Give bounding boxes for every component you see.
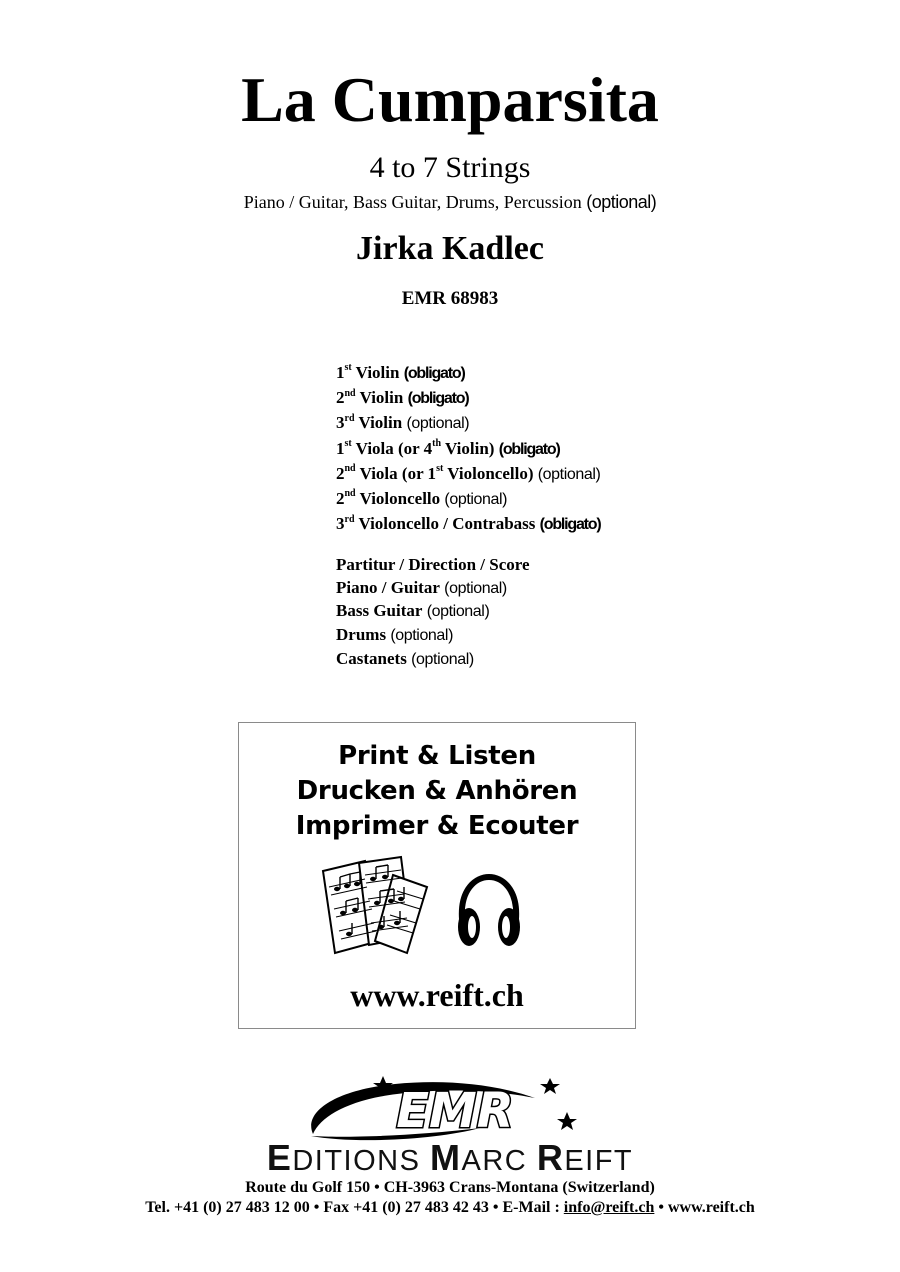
ordinal-suffix: th — [432, 437, 442, 449]
publisher-name — [0, 1137, 900, 1178]
parts-list — [336, 361, 896, 537]
publisher-initial-r: R — [536, 1137, 565, 1178]
print-listen-box — [238, 722, 636, 1029]
composer-name: Jirka Kadlec — [356, 230, 544, 267]
instrumentation-note: (optional) — [586, 192, 657, 212]
part-name: 1st Viola (or 4th Violin) — [336, 437, 495, 458]
instrumentation — [0, 190, 900, 214]
part-name: 2nd Violin — [336, 387, 404, 408]
part-name: 3rd Violoncello / Contrabass — [336, 513, 536, 534]
extra-name: Castanets — [336, 648, 407, 668]
ordinal-suffix: nd — [344, 488, 356, 500]
print-listen-line-fr: Imprimer & Ecouter — [295, 811, 579, 841]
instrumentation-text: Piano / Guitar, Bass Guitar, Drums, Percussion — [243, 192, 582, 212]
ordinal-suffix: nd — [344, 463, 356, 475]
part-note: (obligato) — [498, 440, 560, 458]
publisher-word-marc: ARC — [461, 1145, 537, 1177]
ordinal-suffix: st — [436, 463, 444, 475]
contact-line — [0, 1198, 900, 1218]
part-name: 2nd Violoncello — [336, 488, 441, 509]
contact-phone-fax: Tel. +41 (0) 27 483 12 00 • Fax +41 (0) 27 483 42 43 • E-Mail : — [145, 1199, 564, 1216]
ordinal-suffix: st — [344, 362, 352, 374]
part-name: 2nd Viola (or 1st Violoncello) — [336, 463, 534, 483]
publisher-address: Route du Golf 150 • CH-3963 Crans-Montana (Switzerland) — [245, 1179, 655, 1196]
part-line — [336, 512, 896, 537]
email-link[interactable]: info@reift.ch — [563, 1199, 655, 1216]
extra-note: (optional) — [390, 627, 454, 645]
part-name: 1st Violin — [336, 362, 400, 382]
part-line — [336, 411, 896, 436]
publisher-initial-e: E — [266, 1137, 293, 1178]
extra-note: (optional) — [426, 603, 490, 621]
print-listen-line-en: Print & Listen — [338, 741, 536, 771]
ordinal-suffix: nd — [344, 387, 356, 399]
extra-line — [336, 554, 896, 577]
ordinal-suffix: st — [344, 437, 352, 449]
extra-line — [336, 577, 896, 601]
part-name: 3rd Violin — [336, 412, 403, 433]
extra-name: Piano / Guitar — [336, 577, 440, 597]
print-listen-line-de: Drucken & Anhören — [296, 776, 578, 806]
part-note: (obligato) — [403, 365, 465, 382]
logo-text: EMR — [396, 1083, 514, 1139]
extra-name: Drums — [336, 625, 387, 645]
extra-name: Bass Guitar — [336, 601, 423, 621]
part-note: (optional) — [406, 415, 470, 433]
extras-list — [336, 554, 896, 672]
publisher-word-editions: DITIONS — [292, 1145, 431, 1177]
subtitle: 4 to 7 Strings — [369, 151, 531, 184]
part-note: (optional) — [537, 465, 601, 483]
contact-website: • www.reift.ch — [654, 1199, 755, 1216]
part-line — [336, 462, 896, 487]
extra-line — [336, 624, 896, 648]
part-line — [336, 386, 896, 411]
extra-name: Partitur / Direction / Score — [336, 555, 530, 574]
website-url[interactable]: www.reift.ch — [350, 977, 524, 1013]
ordinal-suffix: rd — [344, 412, 355, 424]
page-title: La Cumparsita — [241, 64, 659, 135]
ordinal-suffix: rd — [344, 513, 355, 525]
catalog-number: EMR 68983 — [401, 288, 499, 309]
extra-note: (optional) — [411, 650, 474, 668]
part-note: (obligato) — [539, 516, 601, 534]
extra-line — [336, 600, 896, 624]
extra-line — [336, 648, 896, 672]
part-line — [336, 361, 896, 386]
sheet-music-icon — [315, 853, 440, 958]
extra-note: (optional) — [444, 579, 507, 597]
emr-logo — [305, 1072, 580, 1142]
part-line — [336, 437, 896, 462]
part-line — [336, 487, 896, 512]
part-note: (obligato) — [407, 390, 469, 408]
headphones-icon — [454, 873, 524, 951]
publisher-word-reift: EIFT — [564, 1145, 634, 1177]
publisher-initial-m: M — [430, 1137, 462, 1178]
part-note: (optional) — [444, 491, 508, 509]
